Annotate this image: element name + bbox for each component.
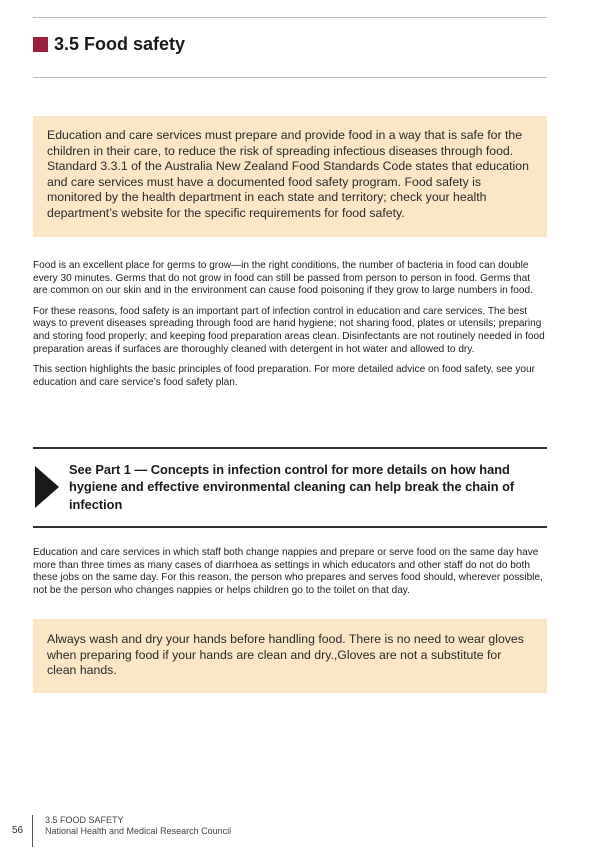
section-marker-icon <box>33 37 48 52</box>
top-rule <box>33 17 547 18</box>
footer-divider <box>32 815 33 847</box>
intro-callout-text: Education and care services must prepare and provide food in a way that is safe for the children in their care, to reduce the risk of spreading infectious diseases through food. Standard 3.3.1 of the Australia New Zealand Food Standards Code states that education and care services must have a documented food safety program. Food safety is monitored by the health department in each state and territory; check your health department’s website for the specific requirements for food safety. <box>47 128 529 220</box>
section-heading <box>33 34 185 55</box>
footer-text <box>45 815 231 837</box>
body-paragraph-2: For these reasons, food safety is an important part of infection control in education and care services. The best ways to prevent diseases spreading through food are hand hygiene; not sharing food, plates or utensils; preparing and storing food properly; and keeping food preparation areas clean. Disinfectants are not routinely needed in food preparation areas if surfaces are thoroughly cleaned with detergent in hot water and allowed to dry. <box>33 305 545 355</box>
footer-organization: National Health and Medical Research Council <box>45 826 232 836</box>
page-number: 56 <box>12 825 24 836</box>
page-footer <box>12 815 231 847</box>
handwashing-callout-text: Always wash and dry your hands before handling food. There is no need to wear gloves when preparing food if your hands are clean and dry.,Gloves are not a substitute for clean hands. <box>47 632 524 678</box>
body-paragraph-3: This section highlights the basic principles of food preparation. For more detailed advice on food safety, see your education and care service’s food safety plan. <box>33 364 535 388</box>
heading-rule <box>33 77 547 78</box>
handwashing-callout <box>33 619 547 693</box>
body-paragraph-1: Food is an excellent place for germs to grow—in the right conditions, the number of bacteria in food can double every 30 minutes. Germs that do not grow in food can still be passed from person to person in food. Germs that are common on our skin and in the environment can cause food poisoning if they grow to large numbers in food. <box>33 260 533 297</box>
body-section-1 <box>33 260 547 397</box>
intro-callout <box>33 116 547 237</box>
page-title: 3.5 Food safety <box>54 34 186 54</box>
see-part-bottom-rule <box>33 526 547 528</box>
see-part-callout <box>33 452 547 522</box>
see-part-top-rule <box>33 447 547 449</box>
arrow-right-icon <box>35 466 59 508</box>
body-paragraph-4: Education and care services in which staff both change nappies and prepare or serve food on the same day have more than three times as many cases of diarrhoea as settings in which educators and other staff do not do both these jobs on the same day. For this reason, the person who prepares and serves food should, wherever possible, not be the person who changes nappies or helps children go to the toilet on that day. <box>33 547 543 596</box>
body-section-2 <box>33 547 547 605</box>
see-part-text: See Part 1 — Concepts in infection control for more details on how hand hygiene and effective environmental cleaning can help break the chain of infection <box>69 461 515 512</box>
footer-section: 3.5 FOOD SAFETY <box>45 815 124 825</box>
